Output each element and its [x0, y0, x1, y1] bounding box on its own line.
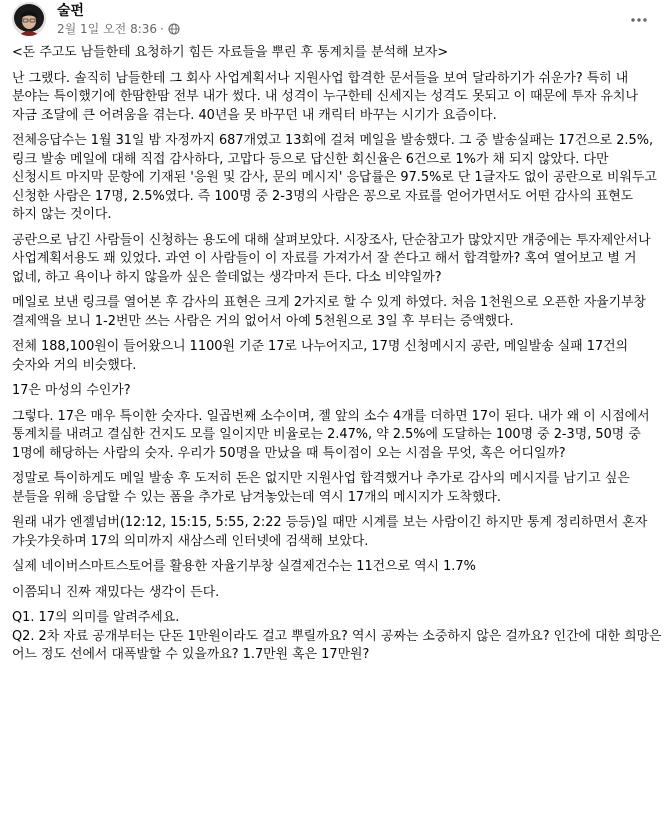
post-paragraph: 원래 내가 엔젤넘버(12:12, 15:15, 5:55, 2:22 등등)일 때만 시계를 보는 사람이긴 하지만 통계 정리하면서 혼자 갸웃갸웃하며 17의 의미까지 새삼스레 인터넷에 검색해 보았다.: [12, 515, 648, 549]
meta-separator: ·: [160, 22, 164, 36]
post-question-1: Q1. 17의 의미를 알려주세요.: [12, 610, 180, 625]
globe-icon[interactable]: [168, 23, 180, 35]
post-question-2: Q2. 2차 자료 공개부터는 단돈 1만원이라도 걸고 뿌릴까요? 역시 공짜는 소중하지 않은 걸까요? 인간에 대한 희망은 어느 정도 선에서 대폭발할 수 있을까요? 1.7만원 혹은 17만원?: [12, 628, 662, 662]
avatar-image-icon: [12, 2, 46, 36]
post-meta: [57, 21, 180, 37]
more-options-button[interactable]: [625, 6, 653, 34]
post-paragraph: 그렇다. 17은 매우 특이한 숫자다. 일곱번째 소수이며, 젤 앞의 소수 4개를 더하면 17이 된다. 내가 왜 이 시점에서 통계치를 내려고 결심한 건지도 모를 일이지만 비율로는 2.47%, 약 2.5%에 도달하는 100명 중 2-3명, 50명 중 1명에 해당하는 사람의 숫자. 우리가 50명을 만났을 때 특이점이 오는 시점을 무엇, 혹은 어디일까?: [12, 408, 650, 461]
post-paragraph-title: <돈 주고도 남들한테 요청하기 힘든 자료들을 뿌린 후 통계치를 분석해 보자>: [12, 45, 449, 60]
post-paragraph: 난 그랬다. 솔직히 남들한테 그 회사 사업계획서나 지원사업 합격한 문서들을 보여 달라하기가 쉬운가? 특히 내 분야는 특이했기에 한땀한땀 전부 내가 썼다. 내 성격이 누구한테 신세지는 성격도 못되고 이 때문에 투자 유치나 자금 조달에 큰 어려움을 겪는다. 40년을 못 바꾸던 내 캐릭터 바꾸는 시기가 요즘이다.: [12, 70, 638, 123]
post-paragraph: 전체응답수는 1월 31일 밤 자정까지 687개였고 13회에 걸쳐 메일을 발송했다. 그 중 발송실패는 17건으로 2.5%, 링크 발송 메일에 대해 직접 감사하다, 고맙다 등으로 답신한 회신율은 6건으로 1%가 채 되지 않았다. 다만 신청시트 마지막 문항에 기재된 '응원 및 감사, 문의 메시지' 응답률은 97.5%로 단 1글자도 없이 공란으로 비워두고 신청한 사람은 17명, 2.5%였다. 즉 100명 중 2-3명의 사람은 꽁으로 자료를 얻어가면서도 어떤 감사의 표현도 하지 않는 것이다.: [12, 133, 657, 222]
post-paragraph: 메일로 보낸 링크를 열어본 후 감사의 표현은 크게 2가지로 할 수 있게 하였다. 처음 1천원으로 오픈한 자율기부창 결제액을 보니 1-2번만 쓰는 사람은 거의 없어서 아예 5천원으로 3일 후 부터는 증액했다.: [12, 295, 646, 329]
post-body: [12, 44, 662, 665]
post-timestamp[interactable]: 2월 1일 오전 8:36: [57, 22, 158, 36]
post-header: [0, 0, 667, 40]
post-paragraph: 17은 마성의 수인가?: [12, 383, 131, 398]
author-avatar[interactable]: [12, 2, 46, 36]
post-paragraph: 이쯤되니 진짜 재밌다는 생각이 든다.: [12, 584, 220, 600]
post-paragraph: 전체 188,100원이 들어왔으니 1100원 기준 17로 나누어지고, 17명 신청메시지 공란, 메일발송 실패 17건의 숫자와 거의 비슷했다.: [12, 339, 629, 373]
post-paragraph: 공란으로 남긴 사람들이 신청하는 용도에 대해 살펴보았다. 시장조사, 단순참고가 많았지만 걔중에는 투자제안서나 사업계획서용도 꽤 있었다. 과연 이 사람들이 이 자료를 가져가서 잘 쓴다고 해서 합격할까? 혹여 열어보고 별 거 없네, 하고 욕이나 하지 않을까 싶은 쓸데없는 생각마저 든다. 다소 비약일까?: [12, 232, 651, 285]
more-dots-icon: [631, 18, 647, 22]
post-paragraph: 정말로 특이하게도 메일 발송 후 도저히 돈은 없지만 지원사업 합격했거나 추가로 감사의 메시지를 남기고 싶은 분들을 위해 응답할 수 있는 폼을 추가로 남겨놓았는데 역시 17개의 메시지가 도착했다.: [12, 471, 630, 505]
post-paragraph: 실제 네이버스마트스토어를 활용한 자율기부창 실결제건수는 11건으로 역시 1.7%: [12, 559, 476, 574]
author-name[interactable]: 술펀: [57, 3, 85, 19]
